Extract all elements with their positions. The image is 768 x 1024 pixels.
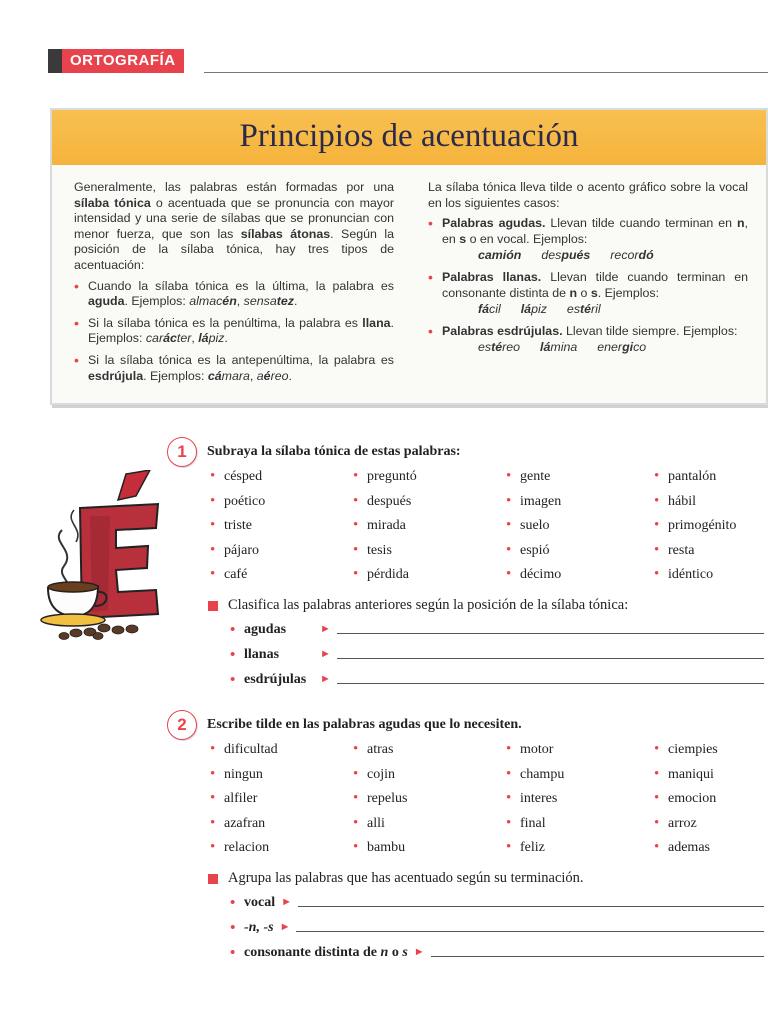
word-item: • final bbox=[504, 814, 652, 834]
text-run: almac bbox=[189, 294, 223, 309]
arrow-icon: ► bbox=[413, 946, 425, 958]
exercise-2-number: 2 bbox=[167, 710, 197, 740]
example-word bbox=[567, 302, 601, 318]
section-tag-dark-block bbox=[48, 49, 62, 73]
answer-row bbox=[228, 918, 764, 936]
text-run: té bbox=[580, 302, 592, 317]
word-item: • idéntico bbox=[652, 565, 768, 585]
theory-title: Principios de acentuación bbox=[52, 110, 766, 165]
exercise-2-subtask-text: Agrupa las palabras que has acentuado según su terminación. bbox=[228, 870, 584, 886]
text-run: Si la sílaba tónica es la penúltima, la palabra es bbox=[88, 315, 363, 330]
word-item: • poético bbox=[208, 492, 351, 512]
word-item: • café bbox=[208, 565, 351, 585]
example-word bbox=[541, 248, 590, 264]
word-item: • feliz bbox=[504, 838, 652, 858]
word-item: • resta bbox=[652, 541, 768, 561]
text-run: aguda bbox=[88, 294, 125, 309]
text-run: . Ejemplos: bbox=[143, 368, 208, 383]
text-run: té bbox=[491, 340, 503, 355]
text-run: sílaba tónica bbox=[74, 195, 151, 210]
arrow-icon: ► bbox=[320, 623, 331, 635]
section-label: ORTOGRAFÍA bbox=[62, 49, 184, 73]
word-item: • gente bbox=[504, 467, 652, 487]
text-run: piz bbox=[208, 331, 225, 346]
answer-row bbox=[228, 620, 764, 638]
text-run: car bbox=[145, 331, 164, 346]
answer-label bbox=[228, 945, 408, 961]
text-run: . bbox=[224, 331, 228, 346]
examples-row bbox=[442, 340, 748, 356]
word-item: • alfiler bbox=[208, 789, 351, 809]
theory-body bbox=[74, 180, 748, 390]
text-run: reo bbox=[502, 340, 521, 355]
word-item: • dificultad bbox=[208, 740, 351, 760]
word-item: • motor bbox=[504, 740, 652, 760]
text-run: esdrújula bbox=[88, 368, 144, 383]
word-item: • azafran bbox=[208, 814, 351, 834]
word-item: • arroz bbox=[652, 814, 768, 834]
text-run: llana bbox=[362, 315, 391, 330]
word-item: • primogénito bbox=[652, 516, 768, 536]
answer-label: • vocal bbox=[228, 895, 275, 911]
tilde-rule-item bbox=[428, 216, 748, 264]
text-run: mara bbox=[221, 368, 250, 383]
text-run: , bbox=[191, 331, 199, 346]
word-item: • emocion bbox=[652, 789, 768, 809]
text-run: cil bbox=[489, 302, 501, 317]
text-run: én bbox=[222, 294, 237, 309]
text-run: tez bbox=[276, 294, 294, 309]
answer-line-input[interactable] bbox=[431, 943, 764, 957]
text-run: cá bbox=[207, 368, 222, 383]
text-run: s bbox=[459, 231, 467, 246]
word-item: • pájaro bbox=[208, 541, 351, 561]
answer-label: • llanas bbox=[228, 647, 314, 663]
word-item: • champu bbox=[504, 765, 652, 785]
text-run: . Ejemplos: bbox=[88, 315, 394, 346]
word-item: • ningun bbox=[208, 765, 351, 785]
word-item: • alli bbox=[351, 814, 504, 834]
arrow-icon: ► bbox=[279, 921, 291, 933]
theory-left-column bbox=[74, 180, 394, 390]
word-item: • tesis bbox=[351, 541, 504, 561]
accent-type-item bbox=[74, 279, 394, 310]
answer-row bbox=[228, 893, 764, 911]
text-run: des bbox=[541, 248, 562, 263]
text-run: Palabras llanas. bbox=[442, 269, 542, 284]
text-run: . bbox=[293, 294, 298, 309]
text-run: es bbox=[478, 340, 492, 355]
text-run: Llevan tilde cuando terminan en bbox=[545, 216, 737, 231]
exercise-2-header bbox=[167, 710, 522, 740]
word-item: • cojin bbox=[351, 765, 504, 785]
exercise-2-word-grid bbox=[208, 740, 768, 858]
text-run: lá bbox=[540, 340, 551, 355]
section-tag bbox=[48, 49, 184, 73]
text-run: o bbox=[388, 945, 403, 960]
text-run: Si la sílaba tónica es la antepenúltima, la palabra es bbox=[88, 352, 394, 367]
exercise-1-number: 1 bbox=[167, 437, 197, 467]
example-word bbox=[597, 340, 646, 356]
text-run: ter bbox=[176, 331, 192, 346]
text-run: n bbox=[736, 216, 745, 231]
accent-type-item bbox=[74, 353, 394, 384]
word-item: • maniqui bbox=[652, 765, 768, 785]
word-item: • ciempies bbox=[652, 740, 768, 760]
answer-line-input[interactable] bbox=[337, 670, 764, 684]
example-word bbox=[521, 302, 547, 318]
text-run: mina bbox=[550, 340, 578, 355]
arrow-icon: ► bbox=[281, 896, 292, 908]
accent-types-list bbox=[74, 279, 394, 385]
text-run: reo bbox=[270, 368, 289, 383]
text-run: , bbox=[236, 294, 244, 309]
text-run: Llevan tilde cuando terminan en consonante distinta de bbox=[442, 269, 748, 300]
text-run: n bbox=[569, 285, 578, 300]
text-run: es bbox=[566, 302, 581, 317]
answer-line-input[interactable] bbox=[337, 620, 764, 634]
text-run: lá bbox=[520, 302, 532, 317]
example-word bbox=[478, 340, 520, 356]
text-run: ener bbox=[597, 340, 623, 355]
exercise-2-subtask bbox=[208, 870, 584, 887]
text-run: camión bbox=[478, 248, 522, 263]
text-run: sensa bbox=[243, 294, 277, 309]
examples-row bbox=[442, 302, 748, 318]
exercise-1-subtask-text: Clasifica las palabras anteriores según la posición de la sílaba tónica: bbox=[228, 597, 629, 613]
answer-row bbox=[228, 943, 764, 961]
accent-type-item bbox=[74, 316, 394, 347]
text-run: ril bbox=[591, 302, 601, 317]
text-run: o en vocal. Ejemplos: bbox=[466, 231, 588, 246]
examples-row bbox=[442, 248, 748, 264]
text-run: s bbox=[590, 285, 598, 300]
text-run: é bbox=[263, 368, 271, 383]
text-run: . Según la posición de la sílaba tónica, hay tres tipos de acentuación: bbox=[74, 226, 394, 272]
text-run: pués bbox=[561, 248, 591, 263]
arrow-icon: ► bbox=[320, 673, 331, 685]
example-word bbox=[610, 248, 653, 264]
text-run: , en bbox=[442, 216, 748, 246]
text-run: a bbox=[256, 368, 264, 383]
tilde-intro: La sílaba tónica lleva tilde o acento gráfico sobre la vocal en los siguientes casos: bbox=[428, 180, 748, 210]
word-item: • preguntó bbox=[351, 467, 504, 487]
word-item: • mirada bbox=[351, 516, 504, 536]
red-square-icon bbox=[208, 874, 218, 884]
header-rule bbox=[204, 72, 768, 73]
text-run: sílabas átonas bbox=[240, 226, 331, 241]
word-item: • espió bbox=[504, 541, 652, 561]
word-item: • pantalón bbox=[652, 467, 768, 487]
arrow-icon: ► bbox=[320, 648, 331, 660]
text-run: gi bbox=[622, 340, 634, 355]
saucer-icon bbox=[41, 614, 105, 626]
theory-box bbox=[50, 108, 768, 405]
text-run: consonante distinta de bbox=[244, 945, 381, 960]
answer-row bbox=[228, 670, 764, 688]
word-item: • imagen bbox=[504, 492, 652, 512]
word-item: • relacion bbox=[208, 838, 351, 858]
answer-label: • esdrújulas bbox=[228, 672, 314, 688]
answer-label: • -n, -s bbox=[228, 920, 274, 936]
exercise-1-subtask bbox=[208, 597, 628, 614]
word-item: • décimo bbox=[504, 565, 652, 585]
word-item: • bambu bbox=[351, 838, 504, 858]
text-run: lá bbox=[198, 331, 209, 346]
text-run: Generalmente, las palabras están formadas por una bbox=[74, 180, 394, 194]
word-item: • interes bbox=[504, 789, 652, 809]
text-run: fá bbox=[478, 302, 490, 317]
answer-label: • agudas bbox=[228, 622, 314, 638]
word-item: • ademas bbox=[652, 838, 768, 858]
word-item: • suelo bbox=[504, 516, 652, 536]
text-run: Palabras esdrújulas. bbox=[442, 323, 563, 338]
word-item: • pérdida bbox=[351, 565, 504, 585]
answer-line-input[interactable] bbox=[337, 645, 764, 659]
theory-right-column bbox=[428, 180, 748, 390]
accent-mark-icon bbox=[118, 470, 150, 500]
text-run: , bbox=[249, 368, 257, 383]
word-item: • hábil bbox=[652, 492, 768, 512]
word-item: • césped bbox=[208, 467, 351, 487]
theory-intro bbox=[74, 180, 394, 274]
exercise-2-title: Escribe tilde en las palabras agudas que lo necesiten. bbox=[207, 717, 522, 732]
tilde-rule-item bbox=[428, 324, 748, 356]
example-word bbox=[478, 248, 521, 264]
text-run: n bbox=[380, 945, 389, 960]
text-run: Llevan tilde siempre. Ejemplos: bbox=[562, 323, 738, 338]
accented-e-coffee-illustration bbox=[40, 470, 170, 640]
tilde-rule-item bbox=[428, 270, 748, 318]
word-item: • atras bbox=[351, 740, 504, 760]
text-run: dó bbox=[638, 248, 654, 263]
word-item: • repelus bbox=[351, 789, 504, 809]
text-run: co bbox=[633, 340, 647, 355]
example-word bbox=[478, 302, 501, 318]
text-run: . Ejemplos: bbox=[597, 285, 660, 300]
exercise-1-word-grid bbox=[208, 467, 768, 585]
text-run: o bbox=[577, 285, 591, 300]
text-run: o acentuada que se pronuncia con mayor intensidad y una serie de sílabas que se pronuncian con menor fuerza, que son las bbox=[74, 195, 394, 241]
text-run: ác bbox=[163, 331, 177, 346]
answer-row bbox=[228, 645, 764, 663]
text-run: recor bbox=[610, 248, 639, 263]
red-square-icon bbox=[208, 601, 218, 611]
word-item: • después bbox=[351, 492, 504, 512]
answer-line-input[interactable] bbox=[298, 893, 764, 907]
tilde-rules-list bbox=[428, 216, 748, 356]
text-run: Palabras agudas. bbox=[442, 216, 546, 231]
text-run: piz bbox=[531, 302, 547, 317]
word-item: • triste bbox=[208, 516, 351, 536]
text-run: . Ejemplos: bbox=[124, 294, 190, 309]
exercise-1-title: Subraya la sílaba tónica de estas palabras: bbox=[207, 444, 461, 459]
text-run: s bbox=[402, 945, 408, 960]
exercise-1-header bbox=[167, 437, 461, 467]
example-word bbox=[540, 340, 577, 356]
answer-line-input[interactable] bbox=[296, 918, 764, 932]
text-run: . bbox=[288, 368, 292, 383]
text-run: Cuando la sílaba tónica es la última, la palabra es bbox=[88, 278, 394, 293]
